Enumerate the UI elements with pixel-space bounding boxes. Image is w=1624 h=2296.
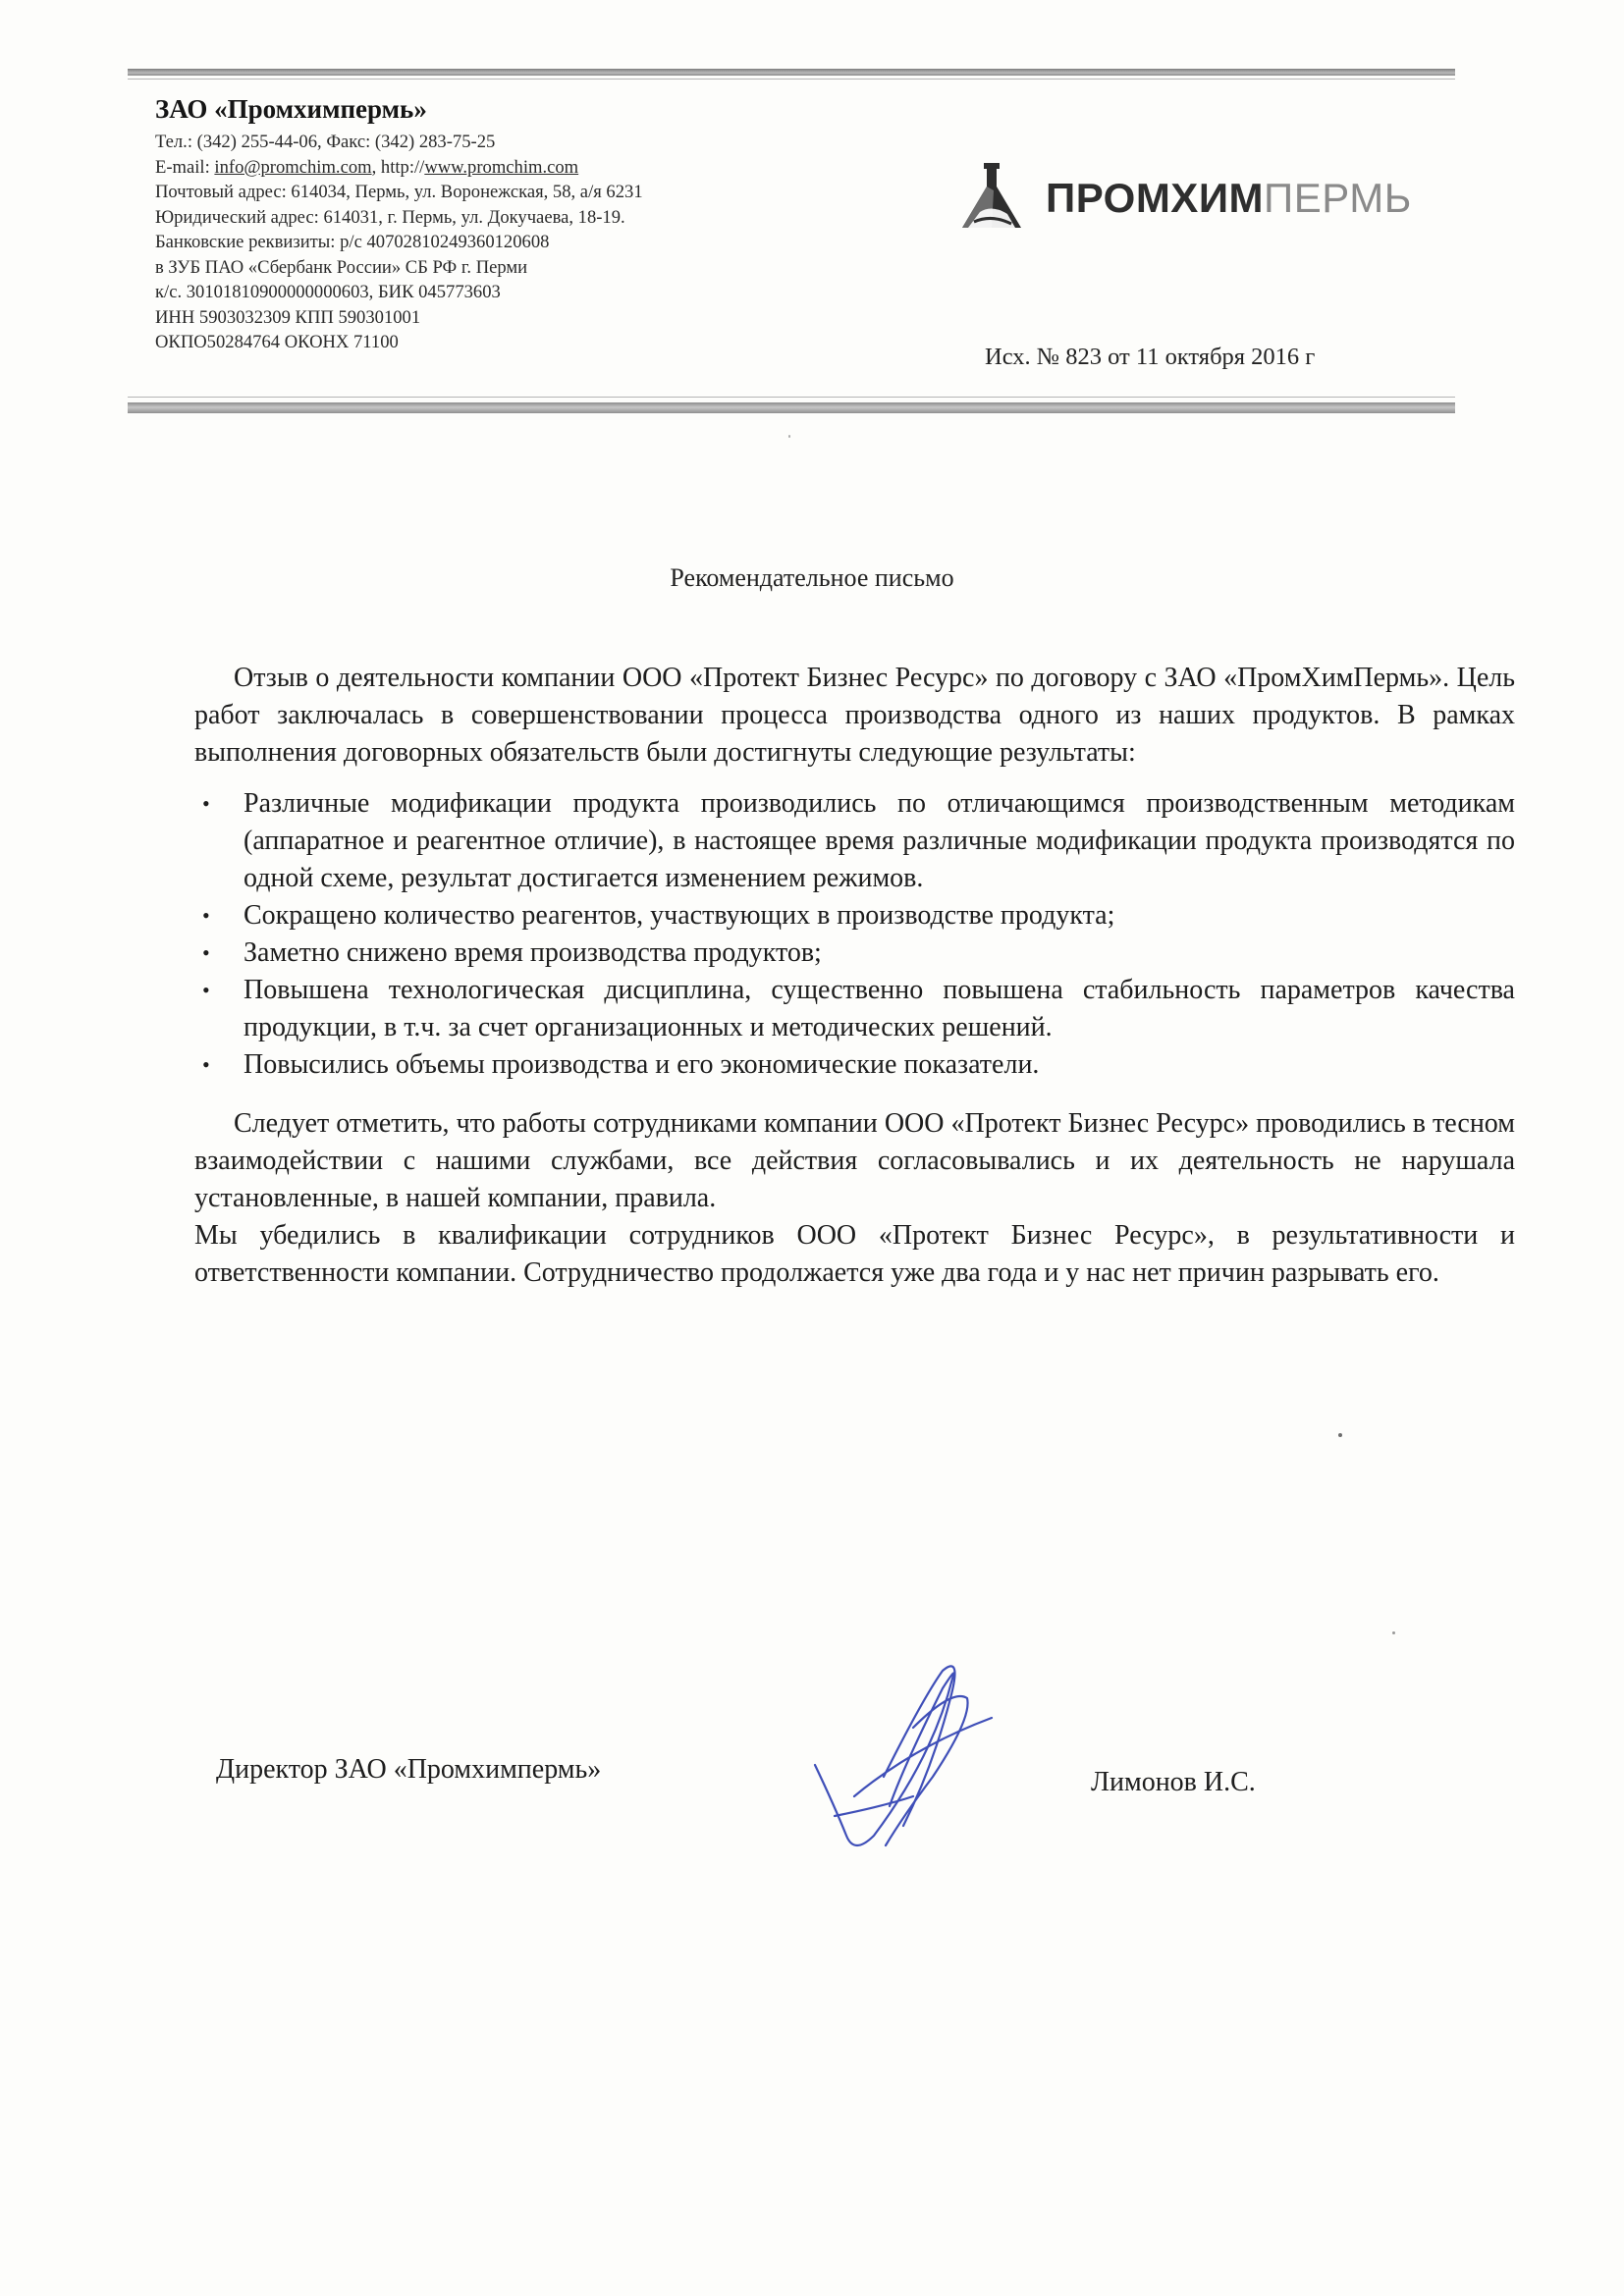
outgoing-reference: Исх. № 823 от 11 октября 2016 г [985, 344, 1316, 370]
bank-details-1: Банковские реквизиты: р/с 40702810249360120608 [155, 232, 550, 252]
letterhead-top-rule [128, 69, 1455, 76]
list-item [194, 897, 1515, 934]
bank-details-2: в ЗУБ ПАО «Сбербанк России» СБ РФ г. Перми [155, 256, 528, 278]
inn-kpp: ИНН 5903032309 КПП 590301001 [155, 306, 421, 328]
letterhead-bottom-thin-rule [128, 397, 1455, 398]
bullet-icon: • [202, 978, 210, 1002]
handwritten-signature-icon [795, 1659, 1021, 1865]
company-logo [952, 157, 1463, 236]
list-item-text: Повышена технологическая дисциплина, существенно повышена стабильность параметров качества продукции, в т.ч. за счет организационных и методических решений. [244, 975, 1515, 1042]
results-list [194, 785, 1515, 1084]
list-item [194, 934, 1515, 972]
postal-address: Почтовый адрес: 614034, Пермь, ул. Воронежская, 58, а/я 6231 [155, 182, 643, 202]
letter-body [194, 660, 1515, 1292]
signatory-position: Директор ЗАО «Промхимпермь» [216, 1754, 602, 1785]
cooperation-paragraph: Следует отметить, что работы сотрудниками компании ООО «Протект Бизнес Ресурс» проводились в тесном взаимодействии с нашими службами, все действия согласовывались и их деятельность не нарушала установленные, в нашей компании, правила. [194, 1108, 1515, 1213]
letterhead-bottom-rule [128, 402, 1455, 413]
bullet-icon: • [202, 1052, 210, 1077]
list-item [194, 1046, 1515, 1084]
bullet-icon: • [202, 940, 210, 965]
list-item [194, 785, 1515, 897]
flask-logo-icon [952, 157, 1031, 236]
bullet-icon: • [202, 791, 210, 816]
scan-speck [1338, 1433, 1342, 1437]
scan-speck [788, 435, 790, 438]
conclusion-paragraph: Мы убедились в квалификации сотрудников ООО «Протект Бизнес Ресурс», в результативности и ответственности компании. Сотрудничество продолжается уже два года и у нас нет причин разрывать его. [194, 1220, 1515, 1288]
letterhead-requisites [155, 92, 862, 355]
email-link[interactable]: info@promchim.com [214, 156, 372, 178]
logo-text-light: ПЕРМЬ [1264, 175, 1412, 221]
bullet-icon: • [202, 903, 210, 928]
intro-paragraph: Отзыв о деятельности компании ООО «Протект Бизнес Ресурс» по договору с ЗАО «ПромХимПермь». Цель работ заключалась в совершенствовании процесса производства одного из наших продуктов. В рамках выполнения договорных обязательств были достигнуты следующие результаты: [194, 663, 1515, 768]
list-item [194, 972, 1515, 1046]
bank-details-3: к/с. 30101810900000000603, БИК 045773603 [155, 282, 501, 302]
phone-fax-line: Тел.: (342) 255-44-06, Факс: (342) 283-75-25 [155, 132, 496, 152]
scan-speck [1392, 1631, 1395, 1634]
letterhead-top-thin-rule [128, 79, 1455, 80]
company-name: ЗАО «Промхимпермь» [155, 94, 427, 124]
list-item-text: Повысились объемы производства и его экономические показатели. [244, 1049, 1040, 1080]
website-link[interactable]: www.promchim.com [424, 156, 579, 178]
okpo-okonh: ОКПО50284764 ОКОНХ 71100 [155, 332, 399, 352]
logo-wordmark [1046, 175, 1412, 222]
signatory-name: Лимонов И.С. [1091, 1767, 1256, 1797]
list-item-text: Заметно снижено время производства продуктов; [244, 937, 822, 968]
email-label: E-mail: [155, 156, 215, 178]
logo-text-bold: ПРОМХИМ [1046, 175, 1264, 221]
list-item-text: Сокращено количество реагентов, участвующих в производстве продукта; [244, 900, 1115, 931]
web-label: , http:// [371, 156, 425, 178]
list-item-text: Различные модификации продукта производились по отличающимся производственным методикам (аппаратное и реагентное отличие), в настоящее время различные модификации продукта производятся по одной схеме, результат достигается изменением режимов. [244, 788, 1515, 893]
email-web-line [155, 155, 862, 181]
letter-title: Рекомендательное письмо [670, 563, 954, 592]
legal-address: Юридический адрес: 614031, г. Пермь, ул. Докучаева, 18-19. [155, 206, 625, 228]
